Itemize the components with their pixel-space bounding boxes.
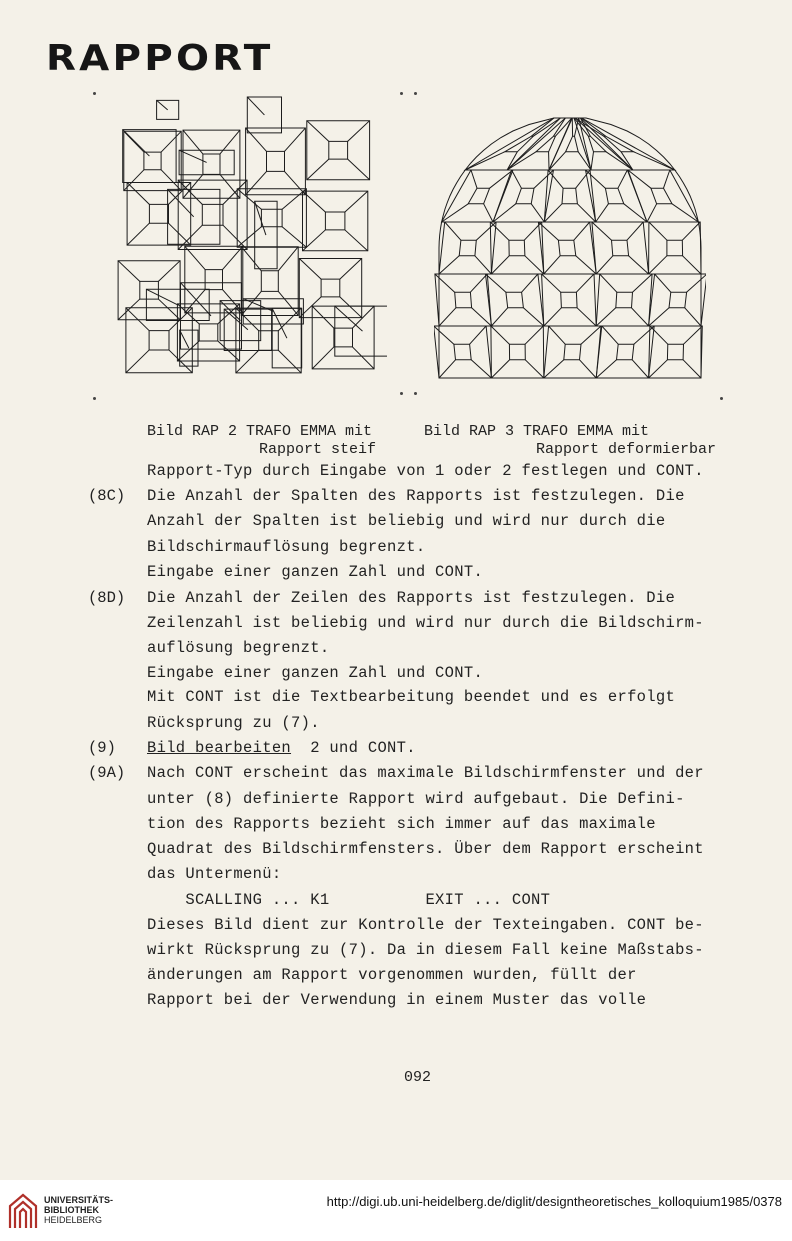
source-url-link[interactable]: http://digi.ub.uni-heidelberg.de/diglit/designtheoretisches_kolloquium1985/0378 <box>326 1194 782 1209</box>
drawing-stroke <box>465 152 505 170</box>
drawing-stroke <box>523 308 543 326</box>
drawing-stroke <box>161 131 181 152</box>
drawing-stroke <box>267 151 285 171</box>
drawing-stroke <box>685 308 701 326</box>
drawing-stroke <box>522 274 538 292</box>
drawing-stroke <box>684 326 703 344</box>
figure-rapport-steif <box>112 86 387 386</box>
drawing-stroke <box>439 360 455 378</box>
drawing-stroke <box>261 209 282 227</box>
drawing-stroke <box>576 274 594 292</box>
drawing-stroke <box>531 204 544 222</box>
drawing-stroke <box>616 292 633 308</box>
drawing-stroke <box>439 256 459 274</box>
drawing-stroke <box>455 292 472 308</box>
drawing-stroke <box>617 344 634 360</box>
registration-mark <box>414 392 417 395</box>
text-line: Rapport bei der Verwendung in einem Muster das volle <box>147 991 647 1009</box>
drawing-stroke <box>352 347 374 369</box>
drawing-stroke <box>491 360 509 378</box>
drawing-stroke <box>581 326 601 344</box>
drawing-stroke <box>329 141 348 159</box>
drawing-stroke <box>307 159 329 180</box>
drawing-stroke <box>470 326 486 344</box>
drawing-stroke <box>241 291 261 315</box>
drawing-stroke <box>126 350 149 373</box>
drawing-stroke <box>507 152 536 170</box>
drawing-stroke <box>525 360 544 378</box>
drawing-stroke <box>549 152 566 170</box>
drawing-stroke <box>284 128 305 151</box>
drawing-stroke <box>516 188 534 204</box>
text-line: Rücksprung zu (7). <box>147 714 320 732</box>
drawing-stroke <box>602 326 618 344</box>
caption-left-line2: Rapport steif <box>259 441 377 458</box>
drawing-stroke <box>542 274 561 292</box>
drawing-stroke <box>439 308 456 326</box>
drawing-stroke <box>484 204 493 222</box>
text-line: das Untermenü: <box>147 865 282 883</box>
drawing-stroke <box>667 344 683 360</box>
step-9-title: Bild bearbeiten <box>147 739 292 757</box>
drawing-stroke <box>491 256 509 274</box>
text-line: Rapport-Typ durch Eingabe von 1 oder 2 festlegen und CONT. <box>147 462 704 480</box>
drawing-stroke <box>580 360 597 378</box>
drawing-stroke <box>561 292 577 308</box>
drawing-stroke <box>491 326 510 344</box>
drawing-stroke <box>259 331 279 350</box>
drawing-stroke <box>491 308 507 326</box>
drawing-stroke <box>606 152 633 170</box>
drawing-stroke <box>687 274 706 292</box>
drawing-stroke <box>124 131 144 152</box>
registration-mark <box>414 92 417 95</box>
drawing-stroke <box>512 170 522 188</box>
drawing-stroke <box>470 274 487 292</box>
drawing-stroke <box>612 240 629 256</box>
registration-mark <box>93 92 96 95</box>
step-9-line <box>147 739 416 757</box>
text-line: Quadrat des Bildschirmfensters. Über dem Rapport erscheint <box>147 840 704 858</box>
drawing-stroke <box>439 118 701 378</box>
drawing-stroke <box>558 240 575 256</box>
drawing-stroke <box>490 222 509 240</box>
drawing-stroke <box>435 274 455 292</box>
drawing-stroke <box>237 227 261 247</box>
text-line: Nach CONT erscheint das maximale Bildschirmfenster und der <box>147 764 704 782</box>
drawing-stroke <box>544 256 560 274</box>
drawing-stroke <box>605 188 623 204</box>
text-line: Bildschirmauflösung begrenzt. <box>147 538 426 556</box>
drawing-stroke <box>618 170 627 188</box>
drawing-stroke <box>335 306 363 331</box>
drawing-stroke <box>507 118 572 170</box>
drawing-stroke <box>278 350 301 373</box>
drawing-stroke <box>651 188 672 204</box>
drawing-stroke <box>118 299 140 320</box>
drawing-stroke <box>348 121 370 142</box>
drawing-stroke <box>223 180 247 204</box>
drawing-stroke <box>278 247 298 271</box>
drawing-stroke <box>199 324 218 341</box>
drawing-stroke <box>562 188 577 204</box>
drawing-stroke <box>465 118 560 170</box>
drawing-stroke <box>158 261 180 282</box>
drawing-stroke <box>246 128 267 151</box>
page-number: 092 <box>404 1069 432 1086</box>
drawing-stroke <box>525 326 543 344</box>
drawing-stroke <box>506 292 524 308</box>
text-line: wirkt Rücksprung zu (7). Da in diesem Fall keine Maßstabs- <box>147 941 704 959</box>
drawing-stroke <box>525 256 544 274</box>
text-line: unter (8) definierte Rapport wird aufgebaut. Die Defini- <box>147 790 685 808</box>
drawing-stroke <box>340 258 362 279</box>
registration-mark <box>720 397 723 400</box>
library-name-line: BIBLIOTHEK <box>44 1205 99 1215</box>
drawing-stroke <box>168 189 194 216</box>
figure-rapport-deformierbar <box>434 110 706 385</box>
registration-mark <box>400 92 403 95</box>
drawing-stroke <box>564 344 581 360</box>
drawing-stroke <box>118 261 140 282</box>
drawing-stroke <box>434 326 454 344</box>
drawing-stroke <box>566 136 579 152</box>
registration-mark <box>93 397 96 400</box>
drawing-stroke <box>445 222 461 240</box>
caption-right <box>424 423 716 459</box>
text-line: Die Anzahl der Spalten des Rapports ist festzulegen. Die <box>147 487 685 505</box>
drawing-stroke <box>647 204 657 222</box>
drawing-stroke <box>631 308 648 326</box>
drawing-stroke <box>544 308 562 326</box>
caption-left-line1: Bild RAP 2 TRAFO EMMA mit <box>147 423 373 440</box>
drawing-stroke <box>157 100 168 110</box>
drawing-stroke <box>549 326 566 344</box>
step-9-rest: 2 und CONT. <box>291 739 416 757</box>
drawing-stroke <box>255 201 266 235</box>
drawing-stroke <box>247 97 264 115</box>
drawing-stroke <box>575 118 675 170</box>
drawing-stroke <box>682 222 700 240</box>
drawing-stroke <box>632 360 648 378</box>
drawing-stroke <box>633 274 653 292</box>
drawing-stroke <box>185 290 205 313</box>
drawing-stroke <box>345 230 368 251</box>
drawing-stroke <box>468 188 489 204</box>
drawing-stroke <box>123 130 150 156</box>
drawing-stroke <box>158 299 180 320</box>
footer-bar <box>0 1180 792 1241</box>
text-line: Anzahl der Spalten ist beliebig und wird nur durch die <box>147 512 666 530</box>
drawing-stroke <box>149 204 168 223</box>
drawing-stroke <box>544 360 564 378</box>
library-name-line: UNIVERSITÄTS- <box>44 1195 114 1205</box>
drawing-stroke <box>683 256 701 274</box>
drawing-stroke <box>538 222 558 240</box>
drawing-stroke <box>472 308 492 326</box>
deformable-pattern-drawing <box>434 110 706 385</box>
submenu-line: SCALLING ... K1 EXIT ... CONT <box>147 891 551 909</box>
drawing-stroke <box>509 344 525 360</box>
drawing-stroke <box>629 256 649 274</box>
text-line: Zeilenzahl ist beliebig und wird nur durch die Bildschirm- <box>147 614 704 632</box>
drawing-stroke <box>509 240 525 256</box>
drawing-stroke <box>649 222 667 240</box>
drawing-stroke <box>649 360 668 378</box>
caption-right-line2: Rapport deformierbar <box>536 441 717 458</box>
step-label-9: (9) <box>88 739 116 757</box>
drawing-stroke <box>144 152 161 170</box>
drawing-stroke <box>325 212 345 230</box>
drawing-stroke <box>475 256 492 274</box>
text-line: tion des Rapports bezieht sich immer auf das maximale <box>147 815 656 833</box>
drawing-stroke <box>596 256 613 274</box>
drawing-stroke <box>596 308 616 326</box>
drawing-stroke <box>272 308 287 338</box>
drawing-stroke <box>533 118 560 136</box>
drawing-stroke <box>627 222 643 240</box>
text-line: Mit CONT ist die Textbearbeitung beendet und es erfolgt <box>147 688 676 706</box>
drawing-stroke <box>663 170 669 188</box>
drawing-stroke <box>667 240 683 256</box>
drawing-stroke <box>655 274 671 292</box>
drawing-stroke <box>459 240 476 256</box>
text-line: Eingabe einer ganzen Zahl und CONT. <box>147 664 484 682</box>
drawing-stroke <box>299 297 321 318</box>
drawing-stroke <box>345 191 368 212</box>
drawing-stroke <box>321 279 340 297</box>
page-heading: RAPPORT <box>46 38 274 79</box>
drawing-stroke <box>577 308 596 326</box>
drawing-stroke <box>334 328 353 347</box>
text-line: Die Anzahl der Zeilen des Rapports ist festzulegen. Die <box>147 589 676 607</box>
drawing-stroke <box>312 347 334 369</box>
drawing-stroke <box>168 223 190 245</box>
drawing-stroke <box>634 152 675 170</box>
drawing-stroke <box>591 152 594 170</box>
drawing-stroke <box>149 331 169 350</box>
drawing-stroke <box>669 292 687 308</box>
drawing-stroke <box>574 222 590 240</box>
drawing-stroke <box>127 182 149 204</box>
text-line: Eingabe einer ganzen Zahl und CONT. <box>147 563 484 581</box>
drawing-stroke <box>596 360 616 378</box>
library-name <box>44 1195 113 1225</box>
library-logo-icon <box>8 1192 38 1230</box>
rigid-pattern-drawing <box>112 86 387 386</box>
text-line: Dieses Bild dient zur Kontrolle der Texteingaben. CONT be- <box>147 916 704 934</box>
step-label-8c: (8C) <box>88 487 126 505</box>
drawing-stroke <box>683 360 701 378</box>
registration-mark <box>400 392 403 395</box>
drawing-stroke <box>237 189 261 209</box>
drawing-stroke <box>348 159 370 180</box>
step-label-8d: (8D) <box>88 589 126 607</box>
drawing-stroke <box>649 308 669 326</box>
drawing-stroke <box>454 344 471 360</box>
drawing-stroke <box>299 258 321 279</box>
text-line: auflösung begrenzt. <box>147 639 330 657</box>
drawing-stroke <box>127 223 149 245</box>
text-line: änderungen am Rapport vorgenommen wurden, füllt der <box>147 966 637 984</box>
caption-right-line1: Bild RAP 3 TRAFO EMMA mit <box>424 423 650 440</box>
drawing-stroke <box>471 360 491 378</box>
drawing-stroke <box>307 121 329 142</box>
drawing-stroke <box>203 154 220 174</box>
drawing-stroke <box>600 274 617 292</box>
drawing-stroke <box>205 270 222 290</box>
drawing-stroke <box>261 271 278 292</box>
drawing-stroke <box>246 171 267 194</box>
drawing-stroke <box>634 326 654 344</box>
drawing-stroke <box>592 222 612 240</box>
drawing-stroke <box>278 291 298 315</box>
drawing-stroke <box>649 256 667 274</box>
step-label-9a: (9A) <box>88 764 126 782</box>
drawing-stroke <box>576 256 596 274</box>
drawing-stroke <box>340 297 362 318</box>
drawing-stroke <box>241 247 261 271</box>
drawing-stroke <box>471 170 477 188</box>
caption-left <box>147 423 376 459</box>
drawing-stroke <box>180 330 189 348</box>
library-name-line: HEIDELBERG <box>44 1215 103 1225</box>
drawing-stroke <box>596 204 609 222</box>
